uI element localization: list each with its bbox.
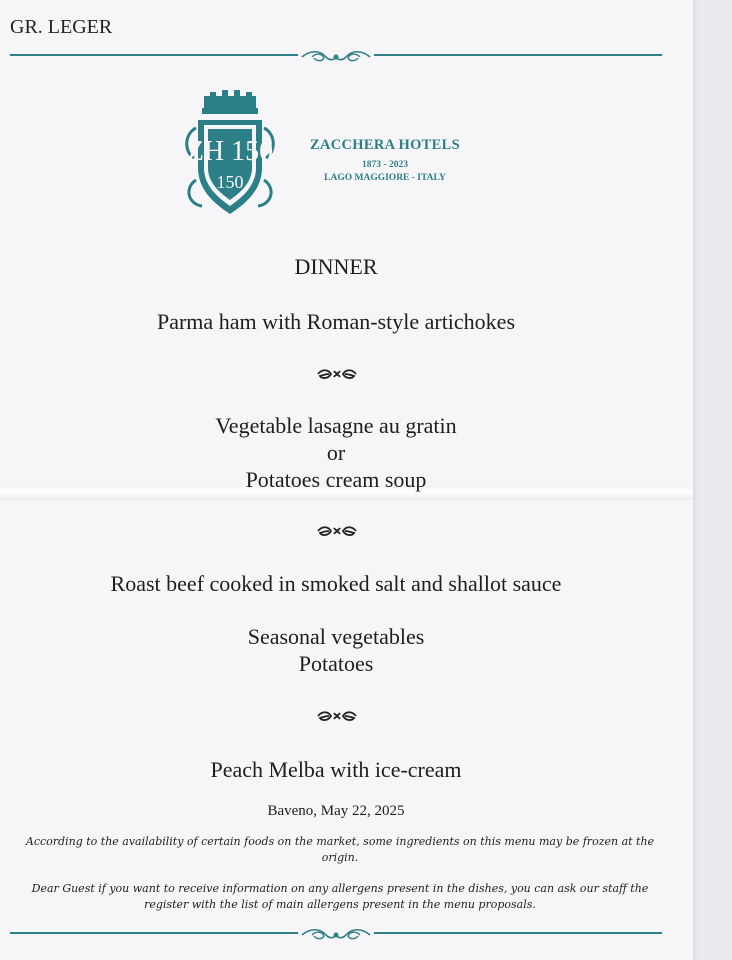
frozen-foods-note: According to the availability of certain foods on the market, some ingredients on this menu may be frozen at the origin. [25, 835, 655, 864]
first-course-separator: or [326, 440, 346, 465]
guest-name: GR. LEGER [10, 16, 113, 38]
dessert: Peach Melba with ice-cream [210, 757, 462, 782]
allergen-note: Dear Guest if you want to receive information on any allergens present in the dishes, you can ask our staff the register with the list of main allergens present in the menu proposals. [31, 882, 649, 911]
side-dish: Seasonal vegetables [247, 624, 425, 649]
starter-course: Parma ham with Roman-style artichokes [156, 309, 516, 334]
fleuron-icon [314, 524, 360, 538]
brand-block [300, 137, 470, 183]
brand-name: ZACCHERA HOTELS [310, 137, 460, 153]
side-dish: Potatoes [298, 651, 374, 676]
svg-text:150: 150 [216, 172, 244, 192]
first-course-option-a: Vegetable lasagne au gratin [215, 413, 457, 438]
brand-location: LAGO MAGGIORE - ITALY [324, 173, 446, 183]
main-course: Roast beef cooked in smoked salt and shallot sauce [110, 571, 562, 596]
fleuron-icon [314, 367, 360, 381]
crest-monogram: ZH 150 [186, 136, 274, 167]
menu-title: DINNER [294, 254, 378, 279]
brand-years: 1873 - 2023 [362, 160, 408, 170]
zacchera-crest-logo [182, 88, 276, 220]
fleuron-icon [314, 709, 360, 723]
place-date: Baveno, May 22, 2025 [267, 803, 405, 819]
scroll-ornament-icon [298, 928, 374, 942]
first-course-option-b: Potatoes cream soup [245, 467, 427, 492]
scroll-ornament-icon [298, 50, 374, 64]
